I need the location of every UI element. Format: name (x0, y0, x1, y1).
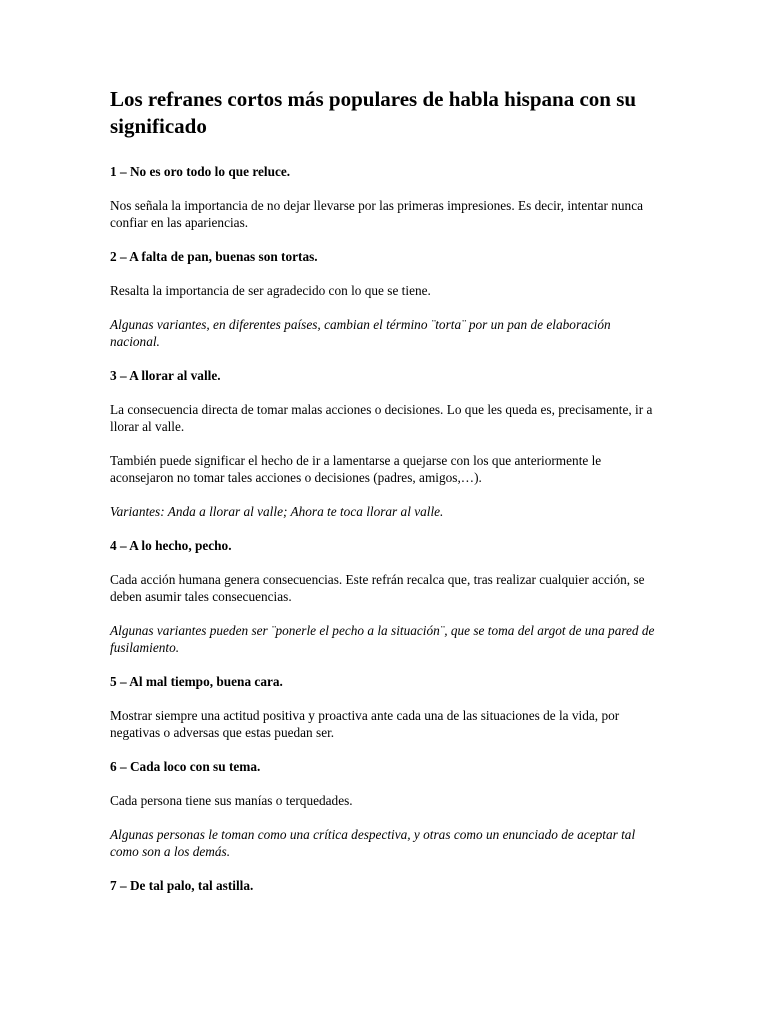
meaning-paragraph: También puede significar el hecho de ir a lamentarse a quejarse con los que anteriormente le aconsejaron no tomar tales acciones o decisiones (padres, amigos,…). (110, 453, 602, 485)
proverb-section (110, 673, 655, 741)
variant-note-paragraph: Algunas variantes pueden ser ¨ponerle el pecho a la situación¨, que se toma del argot de una pared de fusilamiento. (110, 623, 655, 655)
proverb-section (110, 163, 655, 231)
meaning-paragraph: Resalta la importancia de ser agradecido con lo que se tiene. (110, 283, 431, 298)
proverb-heading: 7 – De tal palo, tal astilla. (110, 878, 254, 893)
proverb-section (110, 248, 655, 350)
proverb-section (110, 758, 655, 860)
proverb-heading: 5 – Al mal tiempo, buena cara. (110, 674, 283, 689)
proverb-section (110, 537, 655, 656)
variant-note-paragraph: Algunas personas le toman como una crítica despectiva, y otras como un enunciado de aceptar tal como son a los demás. (110, 827, 636, 859)
proverb-heading: 6 – Cada loco con su tema. (110, 759, 261, 774)
meaning-paragraph: Mostrar siempre una actitud positiva y proactiva ante cada una de las situaciones de la vida, por negativas o adversas que estas puedan ser. (110, 708, 620, 740)
variant-note-paragraph: Algunas variantes, en diferentes países, cambian el término ¨torta¨ por un pan de elaboración nacional. (110, 317, 611, 349)
meaning-paragraph: Cada persona tiene sus manías o terquedades. (110, 793, 353, 808)
proverb-heading: 4 – A lo hecho, pecho. (110, 538, 232, 553)
proverb-section (110, 877, 655, 894)
variant-note-paragraph: Variantes: Anda a llorar al valle; Ahora te toca llorar al valle. (110, 504, 444, 519)
meaning-paragraph: La consecuencia directa de tomar malas acciones o decisiones. Lo que les queda es, precisamente, ir a llorar al valle. (110, 402, 653, 434)
proverb-heading: 3 – A llorar al valle. (110, 368, 221, 383)
document-title: Los refranes cortos más populares de habla hispana con su significado (110, 87, 637, 138)
proverb-heading: 1 – No es oro todo lo que reluce. (110, 164, 291, 179)
meaning-paragraph: Cada acción humana genera consecuencias. Este refrán recalca que, tras realizar cualquier acción, se deben asumir tales consecuencias. (110, 572, 645, 604)
meaning-paragraph: Nos señala la importancia de no dejar llevarse por las primeras impresiones. Es decir, intentar nunca confiar en las apariencias. (110, 198, 643, 230)
proverb-heading: 2 – A falta de pan, buenas son tortas. (110, 249, 318, 264)
proverb-section (110, 367, 655, 520)
sections-container (110, 163, 655, 894)
document-page (110, 86, 655, 911)
